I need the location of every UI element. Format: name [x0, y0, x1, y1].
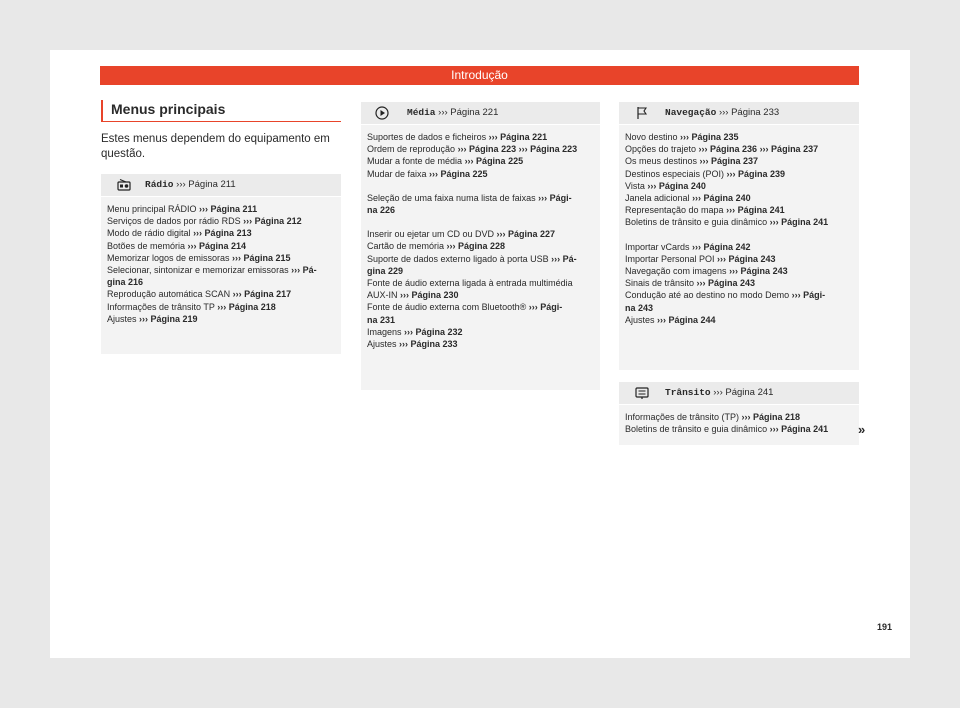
nav-line — [625, 265, 853, 277]
line-text: Ordem de reprodução — [367, 144, 458, 155]
nav-line — [625, 253, 853, 265]
nav-line — [625, 289, 853, 313]
line-text: Destinos especiais (POI) — [625, 168, 727, 179]
page-reference[interactable]: ››› Página 217 — [232, 289, 292, 300]
continue-mark: » — [858, 422, 866, 437]
page-reference[interactable]: ››› Pági- na 226 — [367, 192, 572, 216]
media-line — [367, 180, 594, 192]
play-icon — [375, 106, 389, 120]
page-reference[interactable]: ››› Página 211 — [199, 204, 258, 214]
line-text: Fonte de áudio externa ligada à entrada multimédia AUX-IN — [367, 278, 573, 301]
line-text: Fonte de áudio externa com Bluetooth® — [367, 302, 529, 313]
chapter-header: Introdução — [100, 66, 859, 85]
page-reference[interactable]: ››› Página 223 ››› Página 223 — [457, 144, 578, 155]
traffic-line — [625, 411, 853, 423]
intro-text: Estes menus dependem do equipamento em questão. — [101, 133, 330, 160]
line-text: Modo de rádio digital — [107, 228, 194, 239]
radio-head-name: Rádio — [145, 179, 174, 190]
media-line — [367, 253, 594, 277]
nav-box-header — [619, 102, 859, 124]
page-reference[interactable]: ››› Página 240 — [692, 193, 751, 204]
line-text: Novo destino — [625, 132, 681, 142]
page-reference[interactable]: ››› Pági- na 243 — [625, 290, 826, 313]
page-reference[interactable]: ››› Página 240 — [647, 180, 706, 191]
line-text: Mudar de faixa — [367, 168, 430, 179]
media-line — [367, 338, 594, 350]
section-title: Menus principais — [101, 100, 341, 122]
page-reference[interactable]: ››› Página 212 — [243, 216, 302, 227]
media-line — [367, 301, 594, 325]
page-reference[interactable]: ››› Pá- gina 229 — [367, 253, 577, 276]
page-reference[interactable]: ››› Página 228 — [446, 241, 506, 252]
line-text: Cartão de memória — [367, 241, 447, 252]
page-number: 191 — [877, 622, 893, 632]
media-line — [367, 192, 594, 216]
page-reference[interactable]: ››› Página 230 — [400, 290, 459, 301]
line-text: Navegação com imagens — [625, 266, 730, 277]
nav-head-name: Navegação — [665, 107, 717, 118]
nav-line — [625, 192, 853, 204]
nav-line — [625, 216, 853, 228]
radio-line — [107, 227, 335, 239]
traffic-head-ref: ››› Página 241 — [710, 387, 774, 398]
page-reference[interactable]: ››› Página 235 — [680, 132, 739, 142]
page-reference[interactable]: ››› Página 221 — [488, 132, 548, 142]
page-reference[interactable]: ››› Página 239 — [726, 168, 786, 179]
nav-line — [625, 155, 853, 167]
line-text: Boletins de trânsito e guia dinâmico — [625, 217, 770, 228]
page-reference[interactable]: ››› Página 225 — [464, 156, 524, 167]
page-reference[interactable]: ››› Página 219 — [139, 313, 198, 324]
radio-line — [107, 313, 335, 325]
line-text: Condução até ao destino no modo Demo — [625, 290, 792, 301]
page-reference[interactable]: ››› Página 237 — [699, 156, 759, 167]
page-reference[interactable]: ››› Página 218 — [741, 412, 801, 422]
page-reference[interactable]: ››› Página 218 — [217, 301, 276, 312]
page-reference[interactable]: ››› Página 241 — [769, 424, 829, 435]
page-reference[interactable]: ››› Página 214 — [187, 240, 247, 251]
radio-line — [107, 203, 335, 215]
radio-box-header — [101, 174, 341, 196]
nav-line — [625, 314, 853, 326]
media-line — [367, 326, 594, 338]
page-reference[interactable]: ››› Página 243 — [696, 278, 756, 289]
media-head-ref: ››› Página 221 — [435, 107, 499, 118]
page-reference[interactable]: ››› Página 242 — [692, 241, 751, 252]
nav-line — [625, 229, 853, 241]
media-line — [367, 155, 594, 167]
line-text: Importar Personal POI — [625, 253, 718, 264]
page-reference[interactable]: ››› Página 233 — [399, 339, 458, 350]
page-reference[interactable]: ››› Pá- gina 216 — [107, 265, 317, 288]
radio-box-body — [101, 197, 341, 354]
radio-line — [107, 240, 335, 252]
media-line — [367, 228, 594, 240]
radio-line — [107, 288, 335, 300]
line-text: Suporte de dados externo ligado à porta USB — [367, 253, 552, 264]
nav-line — [625, 241, 853, 253]
page-reference[interactable]: ››› Página 241 — [769, 217, 829, 228]
line-text: Serviços de dados por rádio RDS — [107, 216, 244, 227]
page-reference[interactable]: ››› Página 241 — [726, 205, 785, 216]
page-reference[interactable]: ››› Página 232 — [404, 326, 463, 337]
line-text: Ajustes — [367, 339, 400, 350]
radio-line — [107, 215, 335, 227]
nav-head-ref: ››› Página 233 — [716, 107, 780, 118]
line-text: Janela adicional — [625, 193, 693, 204]
nav-line — [625, 204, 853, 216]
radio-head-ref: ››› Página 211 — [173, 179, 236, 190]
line-text: Importar vCards — [625, 241, 693, 252]
media-line — [367, 131, 594, 143]
line-text: Os meus destinos — [625, 156, 700, 167]
line-text: Vista — [625, 180, 648, 191]
line-text: Reprodução automática SCAN — [107, 289, 233, 300]
traffic-box-header — [619, 382, 859, 404]
traffic-icon — [635, 386, 649, 400]
media-box-header — [361, 102, 600, 124]
nav-line — [625, 131, 853, 143]
nav-box-body — [619, 125, 859, 370]
traffic-box-body — [619, 405, 859, 445]
traffic-head-name: Trânsito — [665, 387, 711, 398]
media-box-body — [361, 125, 600, 390]
line-text: Inserir ou ejetar um CD ou DVD — [367, 229, 497, 240]
line-text: Selecionar, sintonizar e memorizar emissoras — [107, 265, 292, 276]
media-line — [367, 240, 594, 252]
line-text: Informações de trânsito TP — [107, 301, 218, 312]
media-line — [367, 216, 594, 228]
line-text: Botões de memória — [107, 240, 188, 251]
line-text: Seleção de uma faixa numa lista de faixas — [367, 192, 539, 203]
media-head-name: Média — [407, 107, 436, 118]
line-text: Mudar a fonte de média — [367, 156, 465, 167]
page-reference[interactable]: ››› Página 227 — [496, 229, 556, 240]
line-text: Representação do mapa — [625, 205, 727, 216]
nav-line — [625, 277, 853, 289]
line-text: Opções do trajeto — [625, 144, 699, 155]
radio-line — [107, 252, 335, 264]
page-reference[interactable]: ››› Página 213 — [193, 228, 252, 239]
line-text: Informações de trânsito (TP) — [625, 412, 742, 422]
line-text: Imagens — [367, 326, 405, 337]
line-text: Ajustes — [107, 313, 140, 324]
page-reference[interactable]: ››› Página 243 — [717, 253, 776, 264]
nav-line — [625, 143, 853, 155]
line-text: Ajustes — [625, 314, 658, 325]
media-line — [367, 168, 594, 180]
page-reference[interactable]: ››› Pági- na 231 — [367, 302, 563, 325]
radio-line — [107, 301, 335, 313]
line-text: Menu principal RÁDIO — [107, 204, 200, 214]
nav-line — [625, 168, 853, 180]
line-text: Boletins de trânsito e guia dinâmico — [625, 424, 770, 435]
media-line — [367, 143, 594, 155]
page-reference[interactable]: ››› Página 243 — [729, 266, 788, 277]
radio-line — [107, 264, 335, 288]
traffic-line — [625, 423, 853, 435]
line-text: Sinais de trânsito — [625, 278, 697, 289]
page-reference[interactable]: ››› Página 215 — [232, 252, 291, 263]
flag-icon — [635, 106, 649, 120]
nav-line — [625, 180, 853, 192]
page-reference[interactable]: ››› Página 244 — [657, 314, 716, 325]
page-reference[interactable]: ››› Página 225 — [429, 168, 488, 179]
line-text: Suportes de dados e ficheiros — [367, 132, 489, 142]
page-reference[interactable]: ››› Página 236 ››› Página 237 — [698, 144, 819, 155]
radio-icon — [117, 178, 131, 192]
line-text: Memorizar logos de emissoras — [107, 252, 233, 263]
media-line — [367, 277, 594, 301]
